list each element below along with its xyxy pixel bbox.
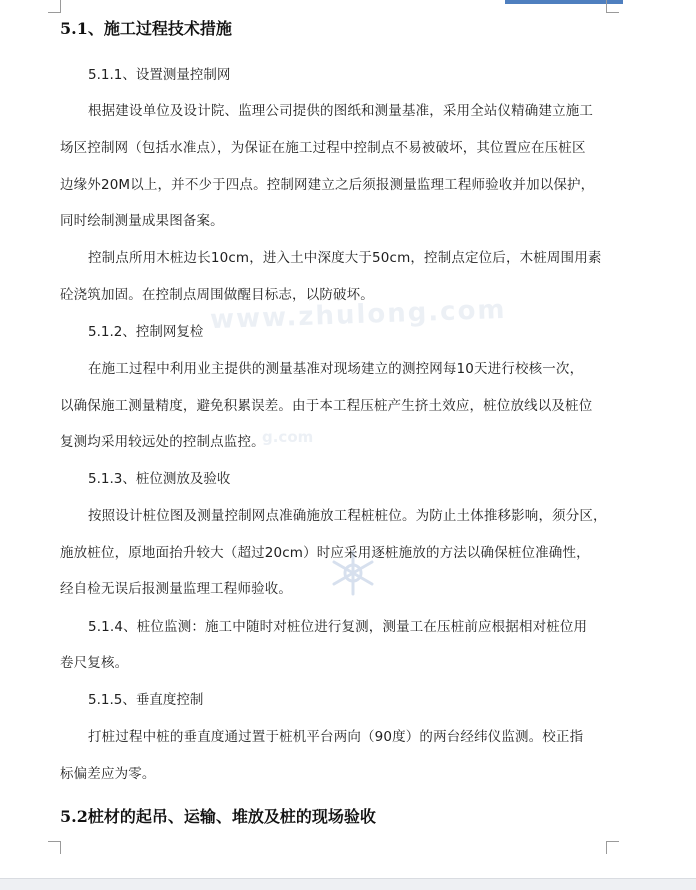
paragraph-line-5-1-4: 5.1.4、桩位监测：施工中随时对桩位进行复测，测量工在压桩前应根据相对桩位用 bbox=[88, 619, 588, 635]
paragraph-line: 打桩过程中桩的垂直度通过置于桩机平台两向（90度）的两台经纬仪监测。校正指 bbox=[88, 729, 584, 745]
paragraph-line: 砼浇筑加固。在控制点周围做醒目标志，以防破坏。 bbox=[60, 287, 374, 303]
subsection-title-5-1-1: 5.1.1、设置测量控制网 bbox=[88, 67, 231, 83]
paragraph-line: 按照设计桩位图及测量控制网点准确施放工程桩桩位。为防止土体推移影响，须分区， bbox=[88, 508, 607, 524]
paragraph-line: 标偏差应为零。 bbox=[60, 766, 156, 782]
section-heading-5-2: 5.2桩材的起吊、运输、堆放及桩的现场验收 bbox=[60, 807, 376, 826]
paragraph-line: 在施工过程中利用业主提供的测量基准对现场建立的测控网每10天进行校核一次， bbox=[88, 361, 584, 377]
paragraph-line: 以确保施工测量精度，避免积累误差。由于本工程压桩产生挤土效应，桩位放线以及桩位 bbox=[60, 398, 593, 414]
subsection-title-5-1-5: 5.1.5、垂直度控制 bbox=[88, 692, 204, 708]
page-corner-mark-bottom-right bbox=[606, 841, 619, 854]
watermark-text-secondary: g.com bbox=[262, 428, 314, 446]
page-corner-mark-top-right bbox=[606, 0, 619, 13]
section-heading-5-1: 5.1、施工过程技术措施 bbox=[60, 19, 232, 38]
paragraph-line: 施放桩位，原地面抬升较大（超过20cm）时应采用逐桩施放的方法以确保桩位准确性， bbox=[60, 545, 590, 561]
subsection-title-5-1-3: 5.1.3、桩位测放及验收 bbox=[88, 471, 231, 487]
paragraph-line: 边缘外20M以上，并不少于四点。控制网建立之后须报测量监理工程师验收并加以保护， bbox=[60, 177, 595, 193]
paragraph-line: 卷尺复核。 bbox=[60, 655, 129, 671]
paragraph-line: 场区控制网（包括水准点），为保证在施工过程中控制点不易被破坏，其位置应在压桩区 bbox=[60, 140, 586, 156]
page-corner-mark-bottom-left bbox=[48, 841, 61, 854]
paragraph-line: 经自检无误后报测量监理工程师验收。 bbox=[60, 581, 293, 597]
paragraph-line: 同时绘制测量成果图备案。 bbox=[60, 213, 224, 229]
subsection-title-5-1-2: 5.1.2、控制网复检 bbox=[88, 324, 204, 340]
paragraph-line: 复测均采用较远处的控制点监控。 bbox=[60, 434, 265, 450]
paragraph-line: 根据建设单位及设计院、监理公司提供的图纸和测量基准，采用全站仪精确建立施工 bbox=[88, 103, 594, 119]
page-corner-mark-top-left bbox=[48, 0, 61, 13]
watermark-text: www.zhulong.com bbox=[209, 294, 508, 336]
paragraph-line: 控制点所用木桩边长10cm，进入土中深度大于50cm，控制点定位后，木桩周围用素 bbox=[88, 250, 602, 266]
editor-status-strip bbox=[0, 878, 696, 890]
